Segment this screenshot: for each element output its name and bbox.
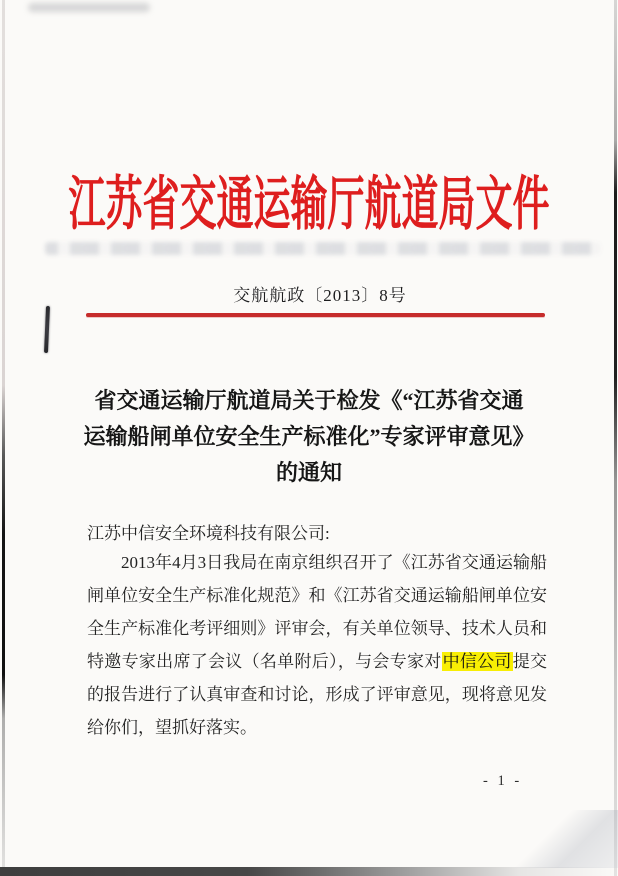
red-divider-line xyxy=(86,313,545,317)
body-paragraph xyxy=(87,546,547,744)
recipient-salutation: 江苏中信安全环境科技有限公司: xyxy=(87,524,330,543)
scan-edge-left xyxy=(2,0,5,876)
scan-smudge-top xyxy=(28,3,150,12)
paragraph-text-post: 提交的报告进行了认真审查和讨论，形成了评审意见，现将意见发给你们，望抓好落实。 xyxy=(87,652,548,737)
notice-title-line-1: 省交通运输厅航道局关于检发《“江苏省交通 xyxy=(94,388,524,413)
scan-bleedthrough-band xyxy=(45,242,601,255)
scan-corner-fold xyxy=(458,810,618,868)
notice-title-line-2: 运输船闸单位安全生产标准化”专家评审意见》 xyxy=(83,424,535,449)
notice-title xyxy=(69,383,549,491)
document-header-title: 江苏省交通运输厅航道局文件 xyxy=(68,173,550,239)
scan-edge-right xyxy=(614,0,617,876)
notice-title-line-3: 的通知 xyxy=(275,460,342,485)
pen-mark xyxy=(44,306,50,353)
highlighted-company-name: 中信公司 xyxy=(442,652,512,671)
scan-edge-bottom xyxy=(0,867,618,876)
page-number: - 1 - xyxy=(483,773,523,789)
paragraph-text-pre: 2013年4月3日我局在南京组织召开了《江苏省交通运输船闸单位安全生产标准化规范》和《江苏省交通运输船闸单位安全生产标准化考评细则》评审会，有关单位领导、技术人员和特邀专家出席了会议（名单附后），与会专家对 xyxy=(87,553,547,671)
document-number: 交航航政〔2013〕8号 xyxy=(233,286,407,305)
